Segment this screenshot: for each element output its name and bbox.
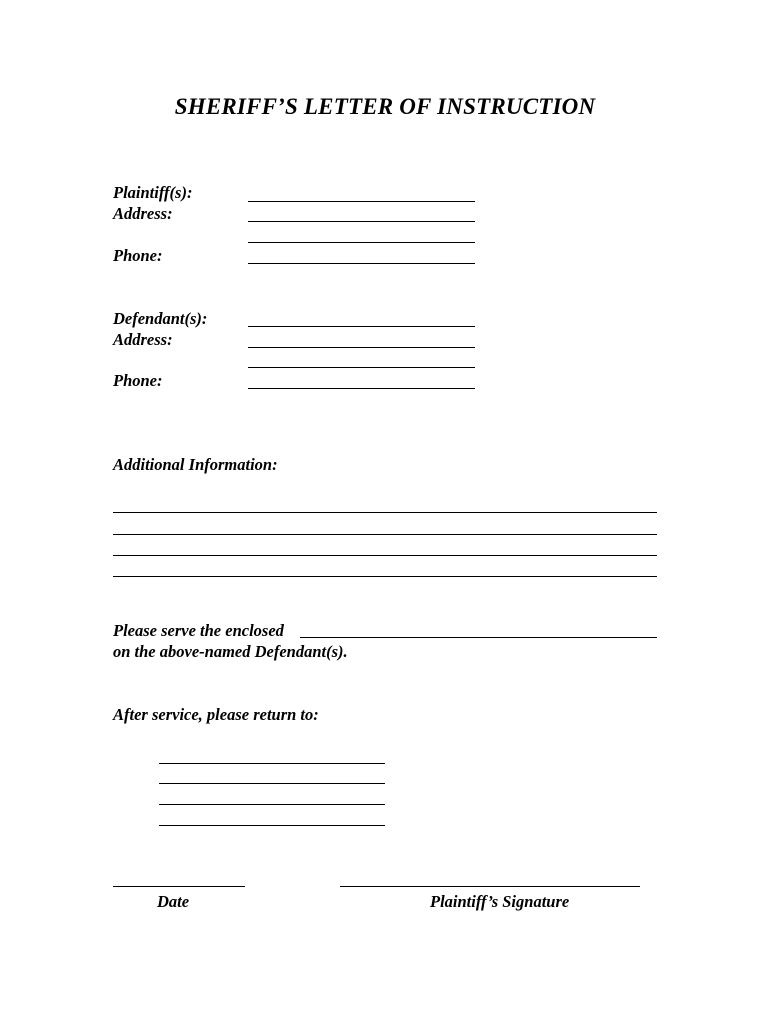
date-label: Date <box>157 892 190 911</box>
additional-info-line-3[interactable] <box>113 555 657 556</box>
return-address-line-3[interactable] <box>159 804 385 805</box>
plaintiff-phone-label: Phone: <box>113 246 163 265</box>
defendant-phone-label: Phone: <box>113 371 163 390</box>
plaintiff-address-line-1[interactable] <box>248 221 475 222</box>
signature-label: Plaintiff’s Signature <box>430 892 570 911</box>
return-address-line-2[interactable] <box>159 783 385 784</box>
defendant-address-line-2[interactable] <box>248 367 475 368</box>
plaintiff-phone-line[interactable] <box>248 263 475 264</box>
served-document-line[interactable] <box>300 637 657 638</box>
return-to-label: After service, please return to: <box>113 705 319 724</box>
return-address-line-1[interactable] <box>159 763 385 764</box>
additional-info-line-2[interactable] <box>113 534 657 535</box>
defendant-phone-line[interactable] <box>248 388 475 389</box>
plaintiff-address-label: Address: <box>113 204 173 223</box>
serve-text-line-1: Please serve the enclosed <box>113 621 284 640</box>
additional-info-line-1[interactable] <box>113 512 657 513</box>
return-address-line-4[interactable] <box>159 825 385 826</box>
defendant-label: Defendant(s): <box>113 309 208 328</box>
defendant-name-line[interactable] <box>248 326 475 327</box>
defendant-address-label: Address: <box>113 330 173 349</box>
defendant-address-line-1[interactable] <box>248 347 475 348</box>
document-title: SHERIFF’S LETTER OF INSTRUCTION <box>174 94 596 119</box>
date-line[interactable] <box>113 886 245 887</box>
plaintiff-label: Plaintiff(s): <box>113 183 193 202</box>
additional-info-line-4[interactable] <box>113 576 657 577</box>
additional-info-label: Additional Information: <box>113 455 278 474</box>
signature-line[interactable] <box>340 886 640 887</box>
plaintiff-name-line[interactable] <box>248 201 475 202</box>
serve-text-line-2: on the above-named Defendant(s). <box>113 642 348 661</box>
plaintiff-address-line-2[interactable] <box>248 242 475 243</box>
